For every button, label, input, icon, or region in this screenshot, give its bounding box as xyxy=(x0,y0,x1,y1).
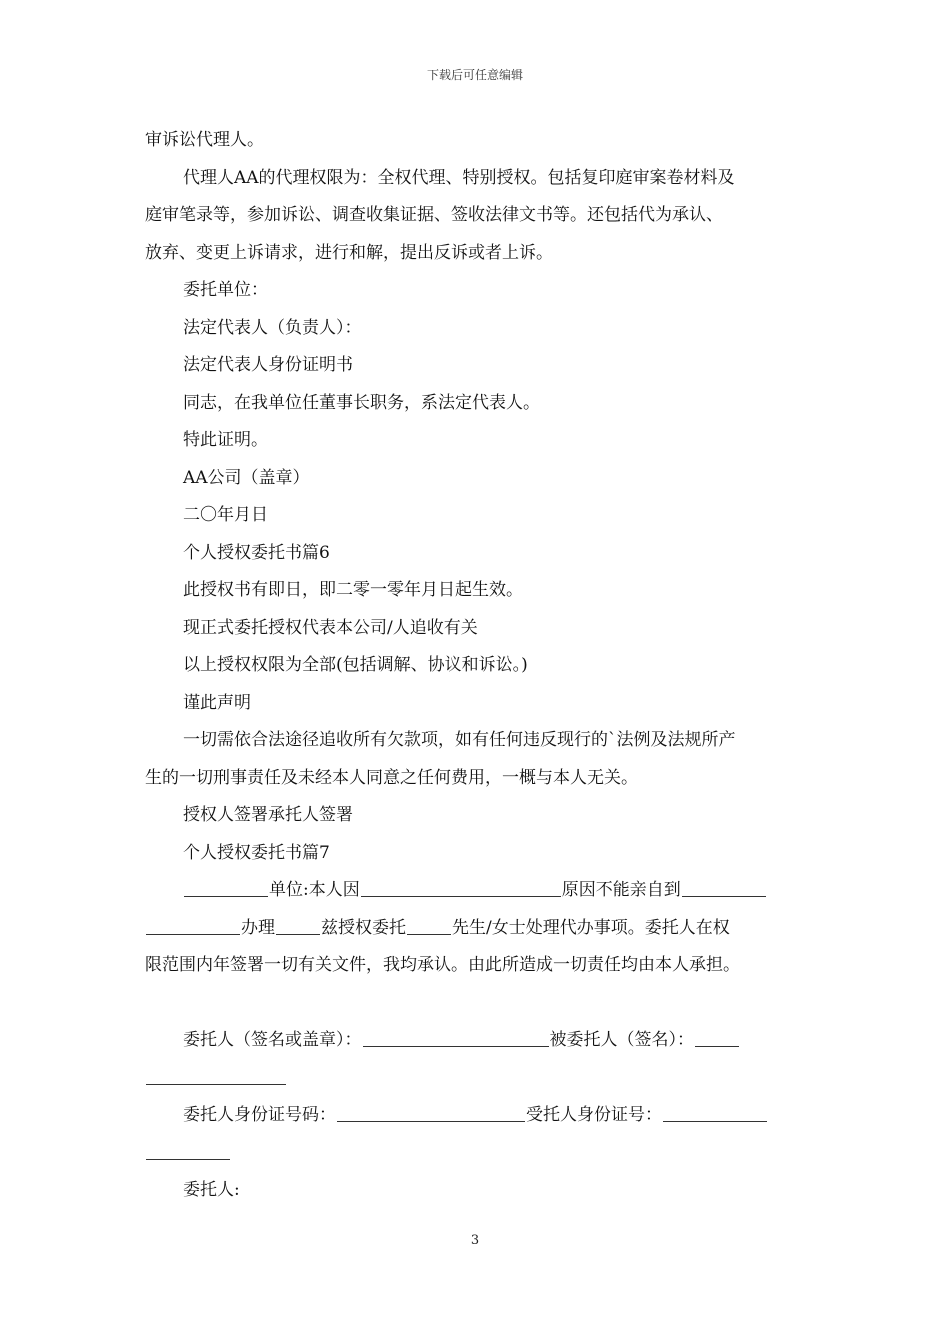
id-line xyxy=(145,1097,810,1135)
paragraph-line: 法定代表人（负责人）： xyxy=(183,317,362,338)
paragraph-line: 审诉讼代理人。 xyxy=(145,130,264,150)
paragraph-line: 生的一切刑事责任及未经本人同意之任何费用，一概与本人无关。 xyxy=(145,767,638,788)
paragraph-line: 代理人AA的代理权限为：全权代理、特别授权。包括复印庭审案卷材料及 xyxy=(183,167,735,188)
blank-field xyxy=(146,916,240,935)
document-body xyxy=(145,122,810,1210)
form-text: 受托人身份证号： xyxy=(526,1105,662,1125)
blank-field xyxy=(184,878,268,897)
paragraph-line: 庭审笔录等，参加诉讼、调查收集证据、签收法律文书等。还包括代为承认、 xyxy=(145,205,723,225)
blank-field xyxy=(361,878,561,897)
paragraph-line: 法定代表人身份证明书 xyxy=(183,355,353,375)
section-heading: 个人授权委托书篇6 xyxy=(183,542,330,563)
paragraph-line: 特此证明。 xyxy=(183,430,268,450)
form-line xyxy=(145,872,810,910)
form-text: 单位:本人因 xyxy=(269,880,360,900)
signature-line xyxy=(145,1060,810,1098)
paragraph-line: 限范围内年签署一切有关文件，我均承认。由此所造成一切责任均由本人承担。 xyxy=(145,955,740,975)
form-text: 先生/女士处理代办事项。委托人在权 xyxy=(452,917,730,938)
id-blank xyxy=(337,1103,525,1122)
blank-field xyxy=(682,878,766,897)
paragraph-line: AA公司（盖章） xyxy=(183,467,310,488)
signature-blank xyxy=(363,1028,549,1047)
form-text: 委托人身份证号码： xyxy=(183,1105,336,1125)
form-text: 办理 xyxy=(241,917,275,938)
signature-blank xyxy=(695,1028,739,1047)
id-blank xyxy=(146,1141,230,1160)
spacer xyxy=(145,985,810,1023)
blank-field xyxy=(407,916,451,935)
paragraph-line: 委托单位： xyxy=(183,280,268,300)
form-text: 兹授权委托 xyxy=(321,917,406,938)
paragraph-line: 谨此声明 xyxy=(183,692,251,713)
signature-blank xyxy=(146,1066,286,1085)
paragraph-line: 现正式委托授权代表本公司/人追收有关 xyxy=(183,617,478,638)
paragraph-line: 放弃、变更上诉请求，进行和解，提出反诉或者上诉。 xyxy=(145,242,553,263)
form-line xyxy=(145,910,810,948)
form-text: 委托人（签名或盖章）： xyxy=(183,1030,362,1050)
page-number: 3 xyxy=(470,1233,480,1248)
blank-field xyxy=(276,916,320,935)
page-header: 下载后可任意编辑 xyxy=(426,68,523,82)
paragraph-line: 二〇年月日 xyxy=(183,505,268,525)
id-line xyxy=(145,1135,810,1173)
id-blank xyxy=(663,1103,767,1122)
paragraph-line: 以上授权权限为全部(包括调解、协议和诉讼。) xyxy=(183,655,528,675)
paragraph-line: 委托人: xyxy=(183,1180,240,1200)
paragraph-line: 授权人签署承托人签署 xyxy=(183,805,353,825)
form-text: 原因不能亲自到 xyxy=(561,880,681,900)
paragraph-line: 一切需依合法途径追收所有欠款项，如有任何违反现行的`法例及法规所产 xyxy=(183,730,736,750)
section-heading: 个人授权委托书篇7 xyxy=(183,842,330,863)
paragraph-line: 此授权书有即日，即二零一零年月日起生效。 xyxy=(183,580,523,600)
paragraph-line: 同志，在我单位任董事长职务，系法定代表人。 xyxy=(183,392,540,413)
signature-line xyxy=(145,1022,810,1060)
form-text: 被委托人（签名）： xyxy=(549,1030,694,1050)
